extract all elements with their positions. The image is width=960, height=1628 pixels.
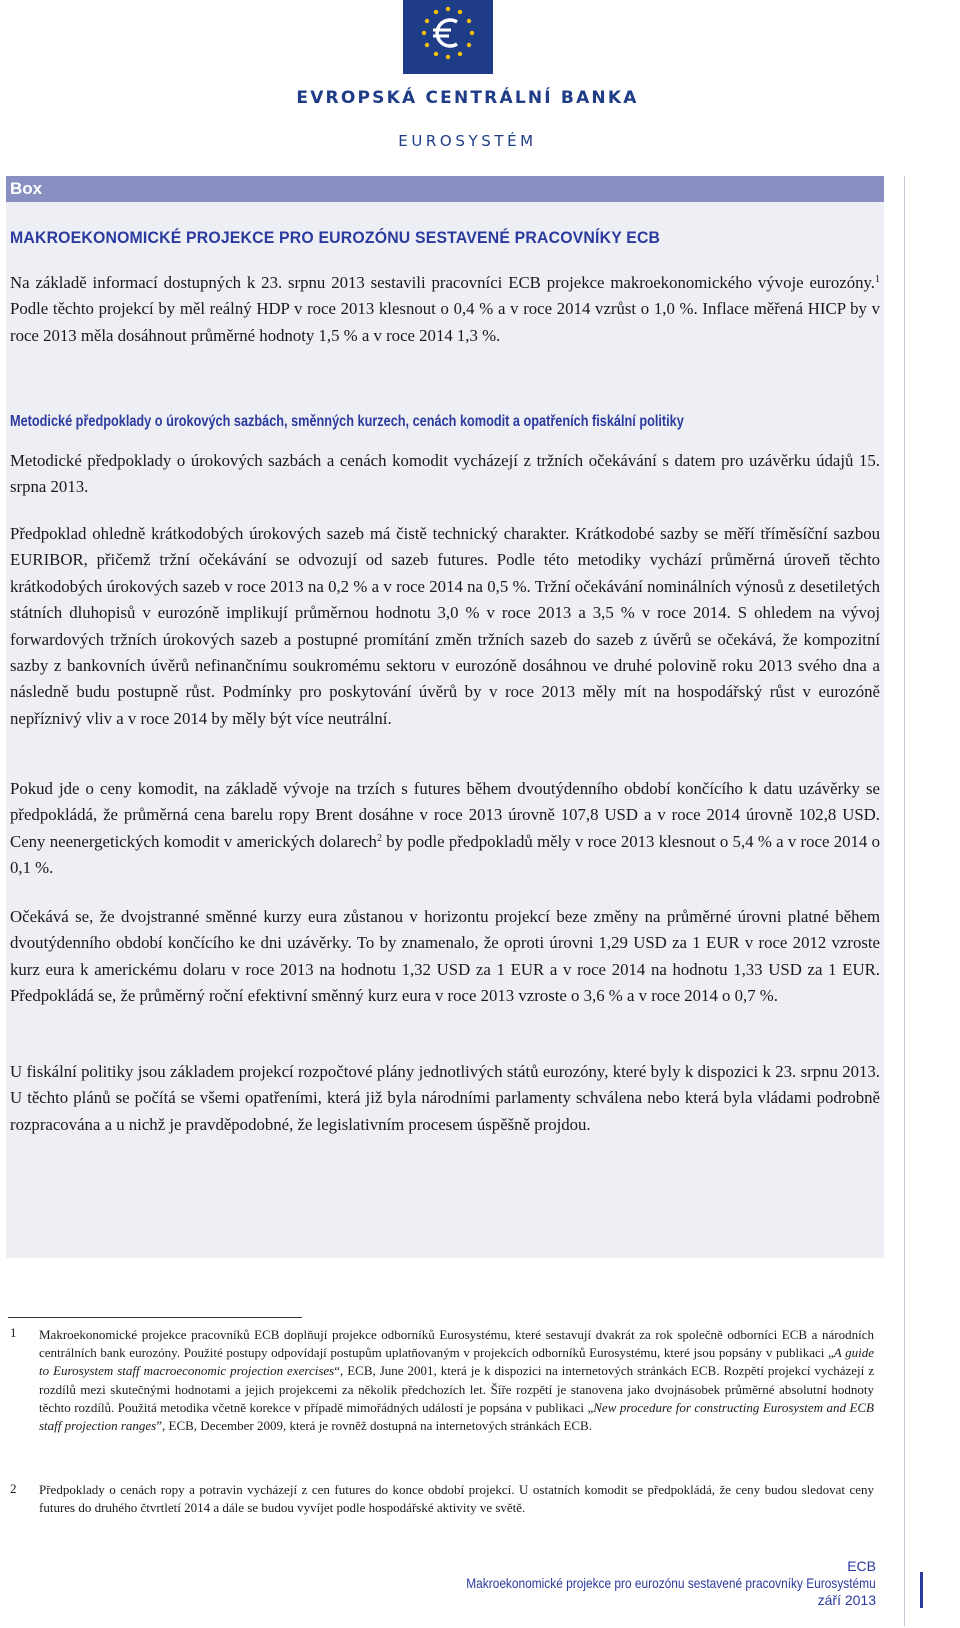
paragraph-fiscal-policy: U fiskální politiky jsou základem projekcí rozpočtové plány jednotlivých států eurozóny, které byly k dispozici k 23. srpnu 2013. U těchto plánů se počítá se všemi opatřeními, která již byla národními parlamenty schválena nebo která byla vládami podrobně rozpracována a u nichž je pravděpodobné, že legislativním procesem úspěšně projdou.: [10, 1062, 880, 1134]
intro-paragraph: Na základě informací dostupných k 23. srpnu 2013 sestavili pracovníci ECB projekce makroekonomického vývoje eurozóny.$^1$ Podle těchto projekcí by měl reálný HDP v roce 2013 klesnout o 0,4 % a v roce 2014 vzrůst o 1,0 %. Inflace měřená HICP by v roce 2013 měla dosáhnout průměrné hodnoty 1,5 % a v roce 2014 1,3 %.: [10, 273, 880, 345]
paragraph-exchange-rates: Očekává se, že dvojstranné směnné kurzy eura zůstanou v horizontu projekcí beze změny na průměrné úrovni platné během dvoutýdenního období končícího ke dni uzávěrky. To by znamenalo, že oproti úrovni 1,29 USD za 1 EUR v roce 2012 vzroste kurz eura k americkému dolaru v roce 2013 na hodnotu 1,32 USD za 1 EUR a v roce 2014 na hodnotu 1,33 USD za 1 EUR. Předpokládá se, že průměrný roční efektivní směnný kurz eura v roce 2013 vzroste o 3,6 % a v roce 2014 o 0,7 %.: [10, 907, 880, 1006]
footnote-ref-2[interactable]: 2: [376, 832, 382, 844]
box-label: Box: [6, 176, 884, 202]
org-name: EVROPSKÁ CENTRÁLNÍ BANKA: [296, 88, 639, 108]
footer-accent-bar: [920, 1572, 923, 1608]
footnote-divider: [8, 1317, 302, 1318]
footnote-2: Předpoklady o cenách ropy a potravin vycházejí z cen futures do konce období projekcí. U ostatních komodit se předpokládá, že ceny budou sledovat ceny futures do druhého čtvrtletí 2014 a dále se budou vyvíjet podle hospodářské aktivity ve světě.: [39, 1482, 874, 1516]
org-subtitle: EUROSYSTÉM: [398, 132, 537, 150]
footer-org: ECB: [847, 1558, 876, 1574]
page-margin-rule: [904, 176, 905, 1626]
footnote-ref-1[interactable]: 1: [875, 274, 880, 285]
ecb-logo: [403, 0, 493, 74]
footer-date: září 2013: [817, 1592, 876, 1608]
paragraph-commodities: Pokud jde o ceny komodit, na základě vývoje na trzích s futures během dvoutýdenního období končícího k datu uzávěrky se předpokládá, že průměrná cena barelu ropy Brent dosáhne v roce 2013 úrovně 107,8 USD a v roce 2014 úrovně 102,8 USD. Ceny neenergetických komodit v amerických dolarech$^2$ by podle předpokladů měly v roce 2013 klesnout o 5,4 % a v roce 2014 o 0,1 %.: [10, 779, 880, 878]
footnote-1: Makroekonomické projekce pracovníků ECB doplňují projekce odborníků Eurosystému, které sestavují dvakrát za rok společně odborníci ECB a národních centrálních bank eurozóny. Použité postupy odpovídají postupům uplatňovaným v projekcích odborníků Eurosystému, které jsou popsány v publikaci „A guide to Eurosystem staff macroeconomic projection exercises“, ECB, June 2001, která je k dispozici na internetových stránkách ECB. Rozpětí projekcí vycházejí z rozdílů mezi skutečnými hodnotami a jejich projekcemi za několik předchozích let. Šíře rozpětí je stanovena jako dvojnásobek průměrné absolutní hodnoty těchto rozdílů. Použitá metodika včetně korekce v případě mimořádných událostí je popsána v publikaci „New procedure for constructing Eurosystem and ECB staff projection ranges”, ECB, December 2009, která je rovněž dostupná na internetových stránkách ECB.: [39, 1327, 875, 1434]
paragraph-interest-rates: Předpoklad ohledně krátkodobých úrokových sazeb má čistě technický charakter. Krátkodobé sazby se měří tříměsíční sazbou EURIBOR, přičemž tržní očekávání se odvozují od sazeb futures. Podle této metodiky vychází průměrná úroveň těchto krátkodobých úrokových sazeb v roce 2013 na 0,2 % a v roce 2014 na 0,5 %. Tržní očekávání nominálních výnosů z desetiletých státních dluhopisů v eurozóně implikují průměrnou hodnotu 3,0 % v roce 2013 a 3,5 % v roce 2014. S ohledem na vývoj forwardových tržních úrokových sazeb a postupné promítání změn tržních sazeb do sazeb z úvěrů se očekává, že kompozitní sazby z bankovních úvěrů nefinančnímu soukromému sektoru v eurozóně dosáhnou ve druhé polovině roku 2013 svého dna a následně budu postupně růst. Podmínky pro poskytování úvěrů by v roce 2013 měly mít na hospodářský růst v eurozóně nepříznivý vliv a v roce 2014 by měly být více neutrální.: [10, 524, 880, 728]
footnote-number: 2: [10, 1481, 17, 1496]
paragraph-assumptions: Metodické předpoklady o úrokových sazbách a cenách komodit vycházejí z tržních očekávání s datem pro uzávěrku údajů 15. srpna 2013.: [10, 451, 880, 497]
page-footer: [394, 1558, 876, 1609]
footer-publication: Makroekonomické projekce pro eurozónu sestavené pracovníky Eurosystému: [466, 1575, 876, 1591]
methodology-subheading: Metodické předpoklady o úrokových sazbách, směnných kurzech, cenách komodit a opatřeních fiskální politiky: [10, 413, 684, 430]
box-panel: [6, 176, 884, 1258]
box-title: MAKROEKONOMICKÉ PROJEKCE PRO EUROZÓNU SESTAVENÉ PRACOVNÍKY ECB: [10, 228, 661, 247]
footnote-number: 1: [10, 1325, 17, 1340]
